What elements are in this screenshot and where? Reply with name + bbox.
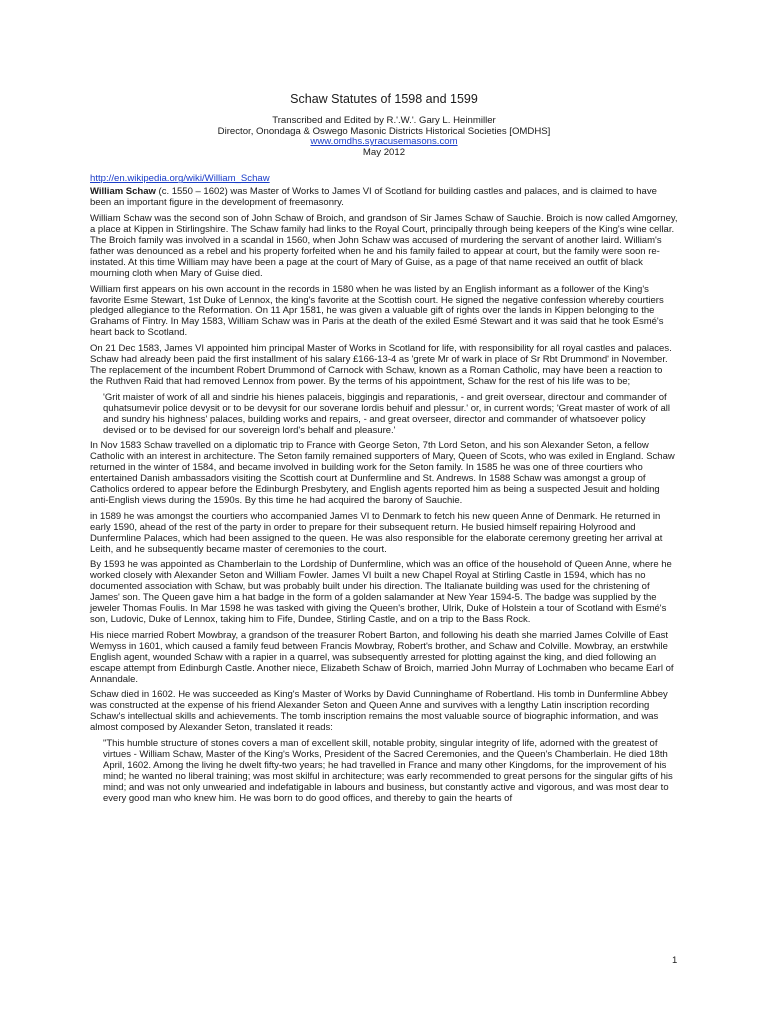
- paragraph-denmark: in 1589 he was amongst the courtiers who accompanied James VI to Denmark to fetch his new queen Anne of Denmark. He returned in early 1590, ahead of the rest of the party in order to prepare for their subsequent return. He busied himself repairing Holyrood and Dunfermline Palaces, which had been assigned to the queen. He was also responsible for the elaborate ceremony greeting her arrival at Leith, and he subsequently became master of ceremonies to the court.: [90, 510, 663, 555]
- paragraph-early-life: William Schaw was the second son of John Schaw of Broich, and grandson of Sir James Schaw of Sauchie. Broich is now called Amgorney, a place at Kippen in Stirlingshire. The Schaw family had links to the Royal Court, principally through being keepers of the King's wine cellar. The Broich family was involved in a scandal in 1560, when John Schaw was accused of murdering the servant of another laird. William's father was denounced as a rebel and his property forfeited when he and his family failed to appear at court, but the family were soon re-instated. At this time William may have been a page at the court of Mary of Guise, as a page of that name received an outfit of black mourning cloth when Mary of Guise died.: [90, 213, 678, 279]
- tomb-inscription-quote: "This humble structure of stones covers a man of excellent skill, notable probity, singular integrity of life, adorned with the greatest of virtues - William Schaw, Master of the King's Works, President of the Sacred Ceremonies, and the Queen's Chamberlain. He died 18th April, 1602. Among the living he dwelt fifty-two years; he had travelled in France and many other Kingdoms, for the improvement of his mind; he wanted no liberal training; was most skilful in architecture; was early recommended to great persons for the singular gifts of his mind; and was not only unwearied and indefatigable in labours and business, but constantly active and vigorous, and was most dear to every good man who knew him. He was born to do good offices, and thereby to gain the hearts of: [103, 738, 673, 804]
- paragraph-france-trip: In Nov 1583 Schaw travelled on a diplomatic trip to France with George Seton, 7th Lord Seton, and his son Alexander Seton, a fellow Catholic with an interest in architecture. The Seton family remained supporters of Mary, Queen of Scots, who was exiled in England. Schaw returned in the winter of 1584, and became involved in building work for the Seton family. In 1585 he was one of three courtiers who entertained Danish ambassadors visiting the Scottish court at Dunfermline and St. Andrews. In 1588 Schaw was amongst a group of Catholics ordered to appear before the Edinburgh Presbytery, and English agents reported him as being a suspected Jesuit and holding anti-English views during the 1590s. By this time he had acquired the barony of Sauchie.: [90, 440, 675, 506]
- date-line: May 2012: [362, 146, 406, 158]
- paragraph-niece: His niece married Robert Mowbray, a grandson of the treasurer Robert Barton, and following his death she married James Colville of East Wemyss in 1601, which caused a family feud between Francis Mowbray, Robert's brother, and Schaw and Colville. Mowbray, an erstwhile English agent, wounded Schaw with a rapier in a quarrel, was subsequently arrested for plotting against the king, and died following an escape attempt from Edinburgh Castle. Another niece, Elizabeth Schaw of Broich, married John Murray of Lochmaben who became Earl of Annandale.: [90, 629, 674, 685]
- subject-name: William Schaw: [90, 186, 156, 198]
- paragraph-death: Schaw died in 1602. He was succeeded as King's Master of Works by David Cunninghame of Robertland. His tomb in Dunfermline Abbey was constructed at the expense of his friend Alexander Seton and Queen Anne and survives with a lengthy Latin inscription recording Schaw's intellectual skills and achievements. The tomb inscription remains the most valuable source of biographic information, and was almost composed by Alexander Seton, translated it reads:: [90, 689, 668, 734]
- paragraph-appointment: On 21 Dec 1583, James VI appointed him principal Master of Works in Scotland for life, with responsibility for all royal castles and palaces. Schaw had already been paid the first installment of his salary £166-13-4 as 'grete Mr of wark in place of Sr Rbt Drummond' in November. The replacement of the incumbent Robert Drummond of Carnock with Schaw, known as a Roman Catholic, may have been a reaction to the Ruthven Raid that had removed Lennox from power. By the terms of his appointment, Schaw for the rest of his life was to be;: [90, 343, 672, 387]
- appointment-quote: 'Grit maister of work of all and sindrie his hienes palaceis, biggingis and reparationis, - and greit oversear, directour and commander of quhatsumevir police devysit or to be devysit for our soverane lordis behuif and plessur.' or, in current words; 'Great master of work of all and sundry his highness' palaces, building works and repairs, - and great overseer, director and commander of whatsoever policy devised or to be devised for our sovereign lord's behalf and pleasure.': [103, 391, 671, 436]
- document-title: Schaw Statutes of 1598 and 1599: [290, 92, 478, 106]
- transcriber-line: Transcribed and Edited by R.'.W.'. Gary L. Heinmiller: [272, 115, 496, 126]
- paragraph-intro: [90, 187, 678, 209]
- source-line: [90, 173, 678, 184]
- paragraph-first-appearance: William first appears on his own account in the records in 1580 when he was listed by an English informant as a follower of the King's favorite Esme Stewart, 1st Duke of Lennox, the king's favorite at the Scottish court. He signed the negative confession whereby courtiers pledged allegiance to the Reformation. On 11 Apr 1581, he was given a valuable gift of rights over the lands in Kippen belonging to the Grahams of Fintry. In May 1583, William Schaw was in Paris at the death of the exiled Esmé Stewart and it was said that he took Esmé's heart back to Scotland.: [90, 283, 664, 339]
- wikipedia-link[interactable]: http://en.wikipedia.org/wiki/William_Schaw: [90, 173, 270, 185]
- director-line: Director, Onondaga & Oswego Masonic Districts Historical Societies [OMDHS]: [217, 125, 551, 137]
- page-number: 1: [672, 955, 678, 966]
- intro-text: (c. 1550 – 1602) was Master of Works to James VI of Scotland for building castles and palaces, and is claimed to have been an important figure in the development of freemasonry.: [90, 186, 657, 209]
- website-link[interactable]: www.omdhs.syracusemasons.com: [310, 136, 458, 148]
- document-page: [90, 92, 678, 810]
- paragraph-chamberlain: By 1593 he was appointed as Chamberlain to the Lordship of Dunfermline, which was an office of the household of Queen Anne, where he worked closely with Alexander Seton and William Fowler. James VI built a new Chapel Royal at Stirling Castle in 1594, which has no documented association with Schaw, but was probably built under his direction. The Italianate building was used for the christening of James' son. The Queen gave him a hat badge in the form of a golden salamander at New Year 1594-5. The badge was supplied by the jeweler Thomas Foulis. In Mar 1598 he was tasked with giving the Queen's brother, Ulrik, Duke of Holstein a tour of Scotland with Esmé's son, Ludovic, Duke of Lennox, taking him to Fife, Dundee, Stirling Castle, and on a trip to the Bass Rock.: [90, 559, 672, 625]
